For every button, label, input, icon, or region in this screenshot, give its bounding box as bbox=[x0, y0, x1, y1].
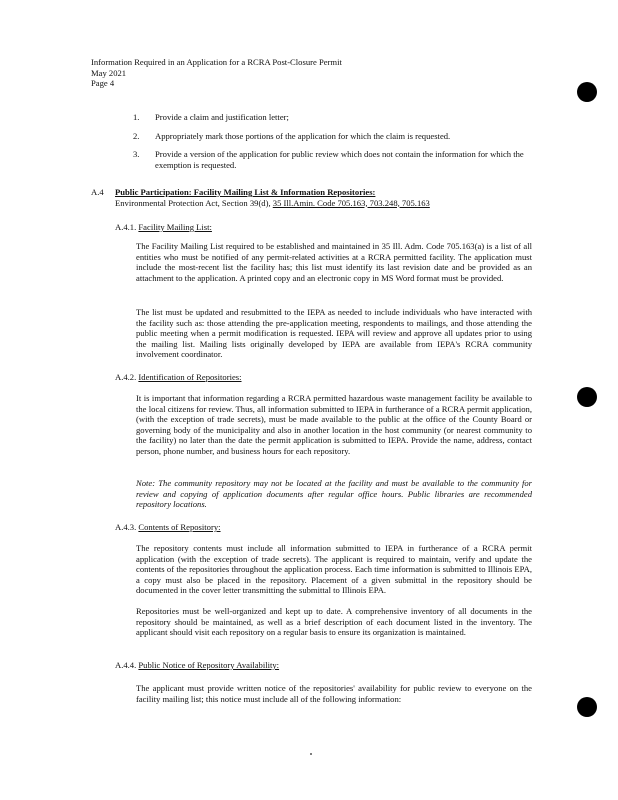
paragraph: It is important that information regarding a RCRA permitted hazardous waste management facility be available to the local citizens for review. Thus, all information submitted to IEPA in furtherance of a RCRA permit application, (with the exception of trade secrets), must be made available to the public at the office of the County Board or governing body of the municipality and also in another location in the host community (or nearest community to the facility) no later than the date the permit application is submitted to IEPA. Provide the name, address, contact person, phone number, and business hours for each repository. bbox=[136, 393, 532, 456]
header-title: Information Required in an Application for a RCRA Post-Closure Permit bbox=[91, 57, 342, 67]
subsection-number: A.4.3. bbox=[115, 522, 137, 532]
subsection-number: A.4.4. bbox=[115, 660, 137, 670]
list-item bbox=[133, 131, 533, 142]
section-citation: Environmental Protection Act, Section 39(d), bbox=[115, 197, 273, 208]
page-header bbox=[91, 57, 451, 89]
punch-hole-middle bbox=[577, 387, 597, 407]
paragraph: Repositories must be well-organized and kept up to date. A comprehensive inventory of all documents in the repository should be maintained, as well as a brief description of each document listed in the inventory. The applicant should visit each repository on a regular basis to ensure its organization is maintained. bbox=[136, 606, 532, 638]
list-item bbox=[133, 149, 533, 170]
subsection-title: Public Notice of Repository Availability: bbox=[138, 660, 280, 670]
section-label: A.4 bbox=[91, 187, 104, 197]
subsection-number: A.4.2. bbox=[115, 372, 137, 382]
paragraph: The Facility Mailing List required to be established and maintained in 35 Ill. Adm. Code 705.163(a) is a list of all entities who must be notified of any permit-related activities at a RCRA permitted facility. The application must include the most-recent list the facility has; this list must identify its last revision date and be provided as an attachment to the application. A printed copy and an electronic copy in MS Word format must be provided. bbox=[136, 241, 532, 283]
subsection-heading-a444 bbox=[115, 660, 279, 671]
section-a4-heading bbox=[91, 187, 531, 208]
subsection-heading-a441 bbox=[115, 222, 212, 233]
list-item-number: 1. bbox=[133, 112, 140, 122]
list-item bbox=[133, 112, 533, 123]
header-page-number: Page 4 bbox=[91, 78, 115, 89]
subsection-number: A.4.1. bbox=[115, 222, 137, 232]
subsection-title: Facility Mailing List: bbox=[138, 222, 212, 232]
subsection-heading-a442 bbox=[115, 372, 242, 383]
paragraph: The repository contents must include all information submitted to IEPA in furtherance of a RCRA permit application (with the exception of trade secrets). The applicant is required to maintain, verify and update the contents of the repositories throughout the application process. Each time information is submitted to Illinois EPA, a copy must also be placed in the repository. Placement of a given submittal in the repository should be documented in the cover letter transmitting the submittal to Illinois EPA. bbox=[136, 543, 532, 596]
scan-speck bbox=[310, 753, 312, 755]
list-item-text: Provide a claim and justification letter; bbox=[155, 112, 289, 122]
list-item-text: Provide a version of the application for public review which does not contain the information for which the exemption is requested. bbox=[155, 149, 524, 170]
subsection-title: Contents of Repository: bbox=[138, 522, 221, 532]
subsection-heading-a443 bbox=[115, 522, 221, 533]
section-title: Public Participation: Facility Mailing List & Information Repositories: bbox=[115, 187, 376, 197]
subsection-title: Identification of Repositories: bbox=[138, 372, 242, 382]
paragraph: The list must be updated and resubmitted to the IEPA as needed to include individuals who have interacted with the facility such as: those attending the pre-application meeting, respondents to mailings, and those attending the public meeting when a permit modification is requested. IEPA will review and approve all updates prior to using the mailing list. Mailing lists originally developed by IEPA are available from IEPA's RCRA community involvement coordinator. bbox=[136, 307, 532, 360]
list-item-number: 3. bbox=[133, 149, 140, 160]
header-date: May 2021 bbox=[91, 67, 127, 78]
paragraph: The applicant must provide written notice of the repositories' availability for public review to everyone on the facility mailing list; this notice must include all of the following information: bbox=[136, 683, 532, 704]
list-item-number: 2. bbox=[133, 130, 140, 141]
note-paragraph: Note: The community repository may not be located at the facility and must be available to the community for review and copying of application documents after regular office hours. Public libraries are recommended repository locations. bbox=[136, 478, 532, 510]
punch-hole-bottom bbox=[577, 697, 597, 717]
list-item-text: Appropriately mark those portions of the application for which the claim is requested. bbox=[155, 130, 451, 141]
numbered-list bbox=[133, 112, 533, 178]
punch-hole-top bbox=[577, 82, 597, 102]
section-citation-refs: 35 Ill.Amin. Code 705.163, 703.248, 705.163 bbox=[272, 197, 430, 208]
